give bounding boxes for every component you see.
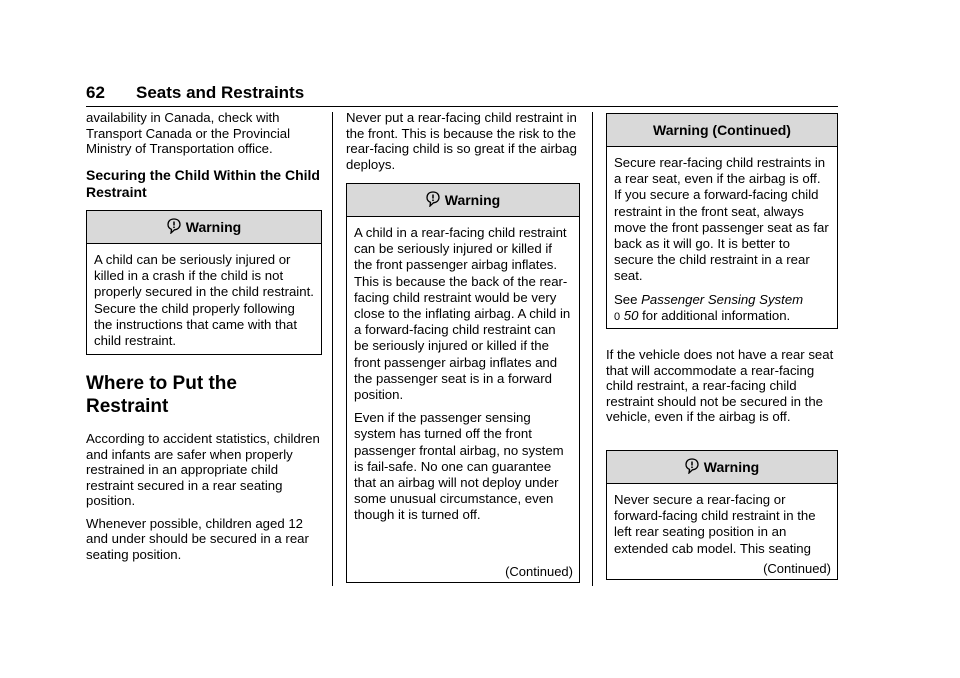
- subheading: Securing the Child Within the Child Restraint: [86, 166, 320, 200]
- warning-box: [606, 450, 838, 580]
- continued-label: (Continued): [505, 564, 573, 579]
- warning-title: Warning: [185, 219, 242, 235]
- column-divider: [592, 112, 593, 586]
- reference-link[interactable]: Passenger Sensing System: [641, 291, 804, 307]
- column-3-text: [606, 347, 840, 425]
- column-2: [346, 110, 580, 172]
- section-heading: Where to Put the Restraint: [86, 373, 237, 417]
- warning-title: Warning (Continued): [653, 122, 791, 138]
- warning-icon: [685, 458, 699, 477]
- column-1: [86, 110, 322, 201]
- warning-icon: [167, 218, 181, 237]
- warning-box-continued: [606, 113, 838, 329]
- warning-icon: [426, 191, 440, 210]
- warning-text: A child in a rear-facing child restraint can be seriously injured or killed if the front passenger airbag inflates. This is because the back of the rear-facing child restraint would be very close to the inflating airbag. A child in a forward-facing child restraint can be seriously injured or killed if the front passenger airbag inflates and the passenger seat is in a forward position.: [354, 225, 571, 403]
- column-1-lower: [86, 372, 322, 562]
- warning-header: [87, 211, 321, 244]
- warning-text: Secure rear-facing child restraints in a rear seat, even if the airbag is off. If you secure a forward-facing child restraint in the front seat, always move the front passenger seat as far back as it will go. It is better to secure the child restraint in a rear seat.: [614, 155, 829, 284]
- paragraph: According to accident statistics, children and infants are safer when properly restrained in an appropriate child restraint secured in a rear seating position.: [86, 431, 320, 508]
- page-header: [86, 82, 838, 107]
- warning-title: Warning: [444, 192, 501, 208]
- warning-box: [86, 210, 322, 355]
- paragraph: If the vehicle does not have a rear seat that will accommodate a rear-facing child restraint, a rear-facing child restraint should not be secured in the vehicle, even if the airbag is off.: [606, 347, 834, 424]
- reference-page[interactable]: 50: [623, 307, 639, 323]
- warning-text: Never secure a rear-facing or forward-facing child restraint in the left rear seating position in an extended cab model. This seating: [614, 492, 816, 556]
- warning-header: [607, 451, 837, 484]
- reference-symbol: 0: [614, 310, 621, 323]
- warning-text: Even if the passenger sensing system has turned off the front passenger frontal airbag, no system is fail-safe. No one can guarantee that an airbag will not deploy under some unusual circumstance, even though it is turned off.: [354, 410, 564, 523]
- warning-box: [346, 183, 580, 583]
- warning-text: A child can be seriously injured or killed in a crash if the child is not properly secured in the child restraint. Secure the child properly following the instructions that came with that child restraint.: [94, 252, 314, 349]
- continued-label: (Continued): [763, 561, 831, 576]
- intro-text: Never put a rear-facing child restraint in the front. This is because the risk to the rear-facing child is so great if the airbag deploys.: [346, 110, 577, 172]
- section-title: Seats and Restraints: [136, 83, 305, 102]
- cross-reference: See Passenger Sensing System 0 50 for additional information.: [614, 291, 804, 323]
- page-number: 62: [86, 83, 105, 102]
- warning-header: [607, 114, 837, 147]
- warning-header: [347, 184, 579, 217]
- warning-title: Warning: [703, 459, 760, 475]
- column-divider: [332, 112, 333, 586]
- paragraph: Whenever possible, children aged 12 and under should be secured in a rear seating position.: [86, 515, 309, 562]
- intro-text: availability in Canada, check with Transport Canada or the Provincial Ministry of Transportation office.: [86, 110, 291, 156]
